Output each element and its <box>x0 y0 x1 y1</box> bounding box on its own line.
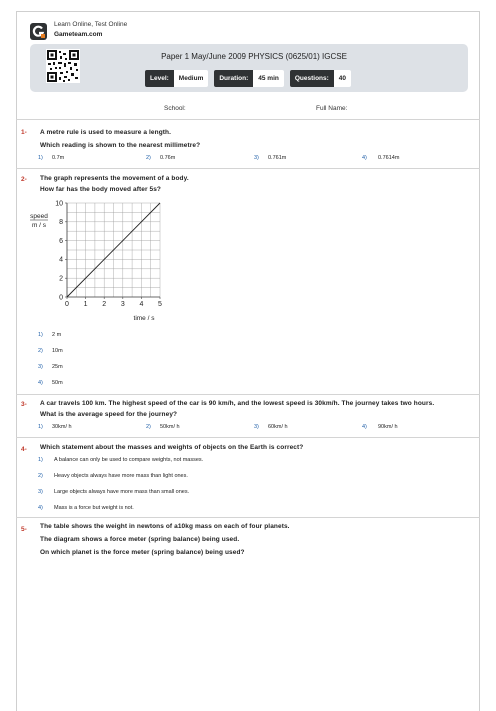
option-number[interactable]: 2) <box>38 348 43 354</box>
question-text: Which reading is shown to the nearest millimetre? <box>40 142 201 149</box>
question-text: Which statement about the masses and weights of objects on the Earth is correct? <box>40 444 304 451</box>
option-number[interactable]: 2) <box>38 473 43 479</box>
option-text[interactable]: 0.7m <box>52 155 65 161</box>
option-number[interactable]: 1) <box>38 457 43 463</box>
option-text[interactable]: 90km/ h <box>378 424 398 430</box>
question-number: 5- <box>21 526 27 533</box>
question-number: 3- <box>21 401 27 408</box>
x-tick-label: 4 <box>139 301 144 308</box>
y-axis-label: speed <box>30 213 48 220</box>
option-text[interactable]: 25m <box>52 364 63 370</box>
question-text: The graph represents the movement of a body. <box>40 175 189 182</box>
page-frame <box>16 11 480 711</box>
header-divider <box>16 119 480 120</box>
x-axis-label: time / s <box>133 315 155 322</box>
question-text: The table shows the weight in newtons of a10kg mass on each of four planets. <box>40 523 290 530</box>
x-tick-label: 2 <box>102 301 107 308</box>
option-number[interactable]: 3) <box>38 489 43 495</box>
option-number[interactable]: 4) <box>38 380 43 386</box>
option-number[interactable]: 2) <box>146 155 151 161</box>
question-divider <box>16 517 480 518</box>
question-divider <box>16 168 480 169</box>
x-tick-label: 5 <box>158 301 162 308</box>
option-number[interactable]: 4) <box>362 155 367 161</box>
paper-info <box>145 70 357 87</box>
question-number: 2- <box>21 176 27 183</box>
brand-tagline: Learn Online, Test Online <box>54 21 128 28</box>
x-tick-label: 1 <box>83 301 88 308</box>
gameteam-logo-icon <box>30 23 47 40</box>
option-number[interactable]: 4) <box>362 424 367 430</box>
duration-badge <box>214 70 283 87</box>
paper-title: Paper 1 May/June 2009 PHYSICS (0625/01) IGCSE <box>161 52 347 61</box>
option-text[interactable]: 0.76m <box>160 155 176 161</box>
level-label: Level: <box>145 70 174 87</box>
paper-header <box>30 44 468 92</box>
questions-badge <box>290 70 351 87</box>
question-text: How far has the body moved after 5s? <box>40 186 161 193</box>
speed-time-graph <box>20 196 180 326</box>
y-tick-label: 0 <box>59 294 63 302</box>
option-number[interactable]: 1) <box>38 332 43 338</box>
option-number[interactable]: 3) <box>38 364 43 370</box>
option-text[interactable]: 60km/ h <box>268 424 288 430</box>
option-number[interactable]: 2) <box>146 424 151 430</box>
duration-label: Duration: <box>214 70 253 87</box>
option-number[interactable]: 3) <box>254 155 259 161</box>
school-field-label: School: <box>164 105 186 112</box>
question-text: What is the average speed for the journey? <box>40 411 178 418</box>
question-divider <box>16 437 480 438</box>
level-value: Medium <box>174 70 209 87</box>
question-number: 4- <box>21 446 27 453</box>
qr-code-icon <box>46 49 80 83</box>
option-number[interactable]: 1) <box>38 155 43 161</box>
option-text[interactable]: 0.761m <box>268 155 287 161</box>
x-tick-label: 3 <box>120 301 125 308</box>
question-divider <box>16 394 480 395</box>
y-tick-label: 10 <box>55 200 63 208</box>
question-text: A metre rule is used to measure a length. <box>40 129 172 136</box>
x-tick-label: 0 <box>65 301 69 308</box>
y-tick-label: 2 <box>59 275 63 283</box>
y-tick-label: 8 <box>59 219 63 227</box>
duration-value: 45 min <box>253 70 284 87</box>
question-text: On which planet is the force meter (spring balance) being used? <box>40 549 245 556</box>
y-tick-label: 6 <box>59 237 63 245</box>
questions-value: 40 <box>334 70 351 87</box>
y-tick-label: 4 <box>59 256 63 264</box>
question-text: The diagram shows a force meter (spring balance) being used. <box>40 536 240 543</box>
brand-site: Gameteam.com <box>54 31 103 38</box>
option-text[interactable]: 50km/ h <box>160 424 180 430</box>
y-axis-unit: m / s <box>31 222 47 229</box>
full-name-field-label: Full Name: <box>316 105 348 112</box>
questions-label: Questions: <box>290 70 334 87</box>
option-number[interactable]: 1) <box>38 424 43 430</box>
option-text[interactable]: 30km/ h <box>52 424 72 430</box>
option-text[interactable]: A balance can only be used to compare weights, not masses. <box>54 457 204 463</box>
option-text[interactable]: Heavy objects always have more mass than light ones. <box>54 473 188 479</box>
option-text[interactable]: 0.7614m <box>378 155 400 161</box>
question-text: A car travels 100 km. The highest speed of the car is 90 km/h, and the lowest speed is 30km/h. The journey takes two hours. <box>40 400 435 407</box>
option-text[interactable]: 2 m <box>52 332 62 338</box>
option-text[interactable]: 10m <box>52 348 63 354</box>
option-number[interactable]: 3) <box>254 424 259 430</box>
question-number: 1- <box>21 129 27 136</box>
level-badge <box>145 70 208 87</box>
option-number[interactable]: 4) <box>38 505 43 511</box>
option-text[interactable]: 50m <box>52 380 63 386</box>
option-text[interactable]: Large objects always have more mass than small ones. <box>54 489 190 495</box>
option-text[interactable]: Mass is a force but weight is not. <box>54 505 134 511</box>
